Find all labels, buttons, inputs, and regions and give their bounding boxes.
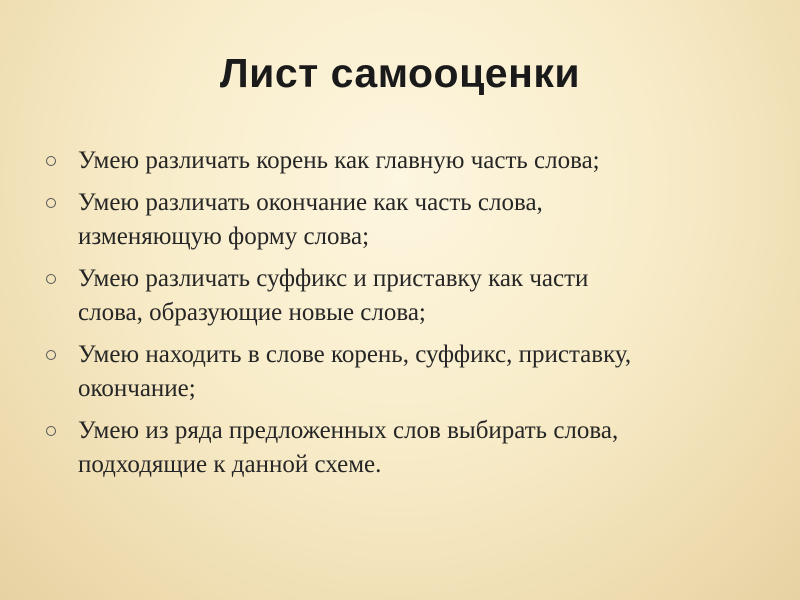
list-item-text: изменяющую форму слова; (78, 223, 370, 250)
list-item (46, 414, 766, 482)
list-item-text: Умею различать суффикс и приставку как части (78, 265, 589, 292)
list-item-text: Умею находить в слове корень, суффикс, приставку, (78, 341, 632, 368)
self-assessment-list (46, 144, 766, 490)
list-item-text: слова, образующие новые слова; (78, 299, 426, 326)
list-item-text: Умею различать окончание как часть слова, (78, 189, 543, 216)
list-item-text: Умею различать корень как главную часть слова; (78, 147, 600, 174)
slide-title: Лист самооценки (219, 50, 581, 96)
list-item-text: окончание; (78, 375, 196, 402)
list-item-text: Умею из ряда предложенных слов выбирать слова, (78, 417, 619, 444)
circle-bullet-icon (46, 198, 56, 208)
circle-bullet-icon (46, 156, 56, 166)
list-item-text: подходящие к данной схеме. (78, 451, 382, 478)
circle-bullet-icon (46, 350, 56, 360)
circle-bullet-icon (46, 426, 56, 436)
circle-bullet-icon (46, 274, 56, 284)
list-item (46, 144, 766, 178)
list-item (46, 186, 766, 254)
list-item (46, 338, 766, 406)
list-item (46, 262, 766, 330)
